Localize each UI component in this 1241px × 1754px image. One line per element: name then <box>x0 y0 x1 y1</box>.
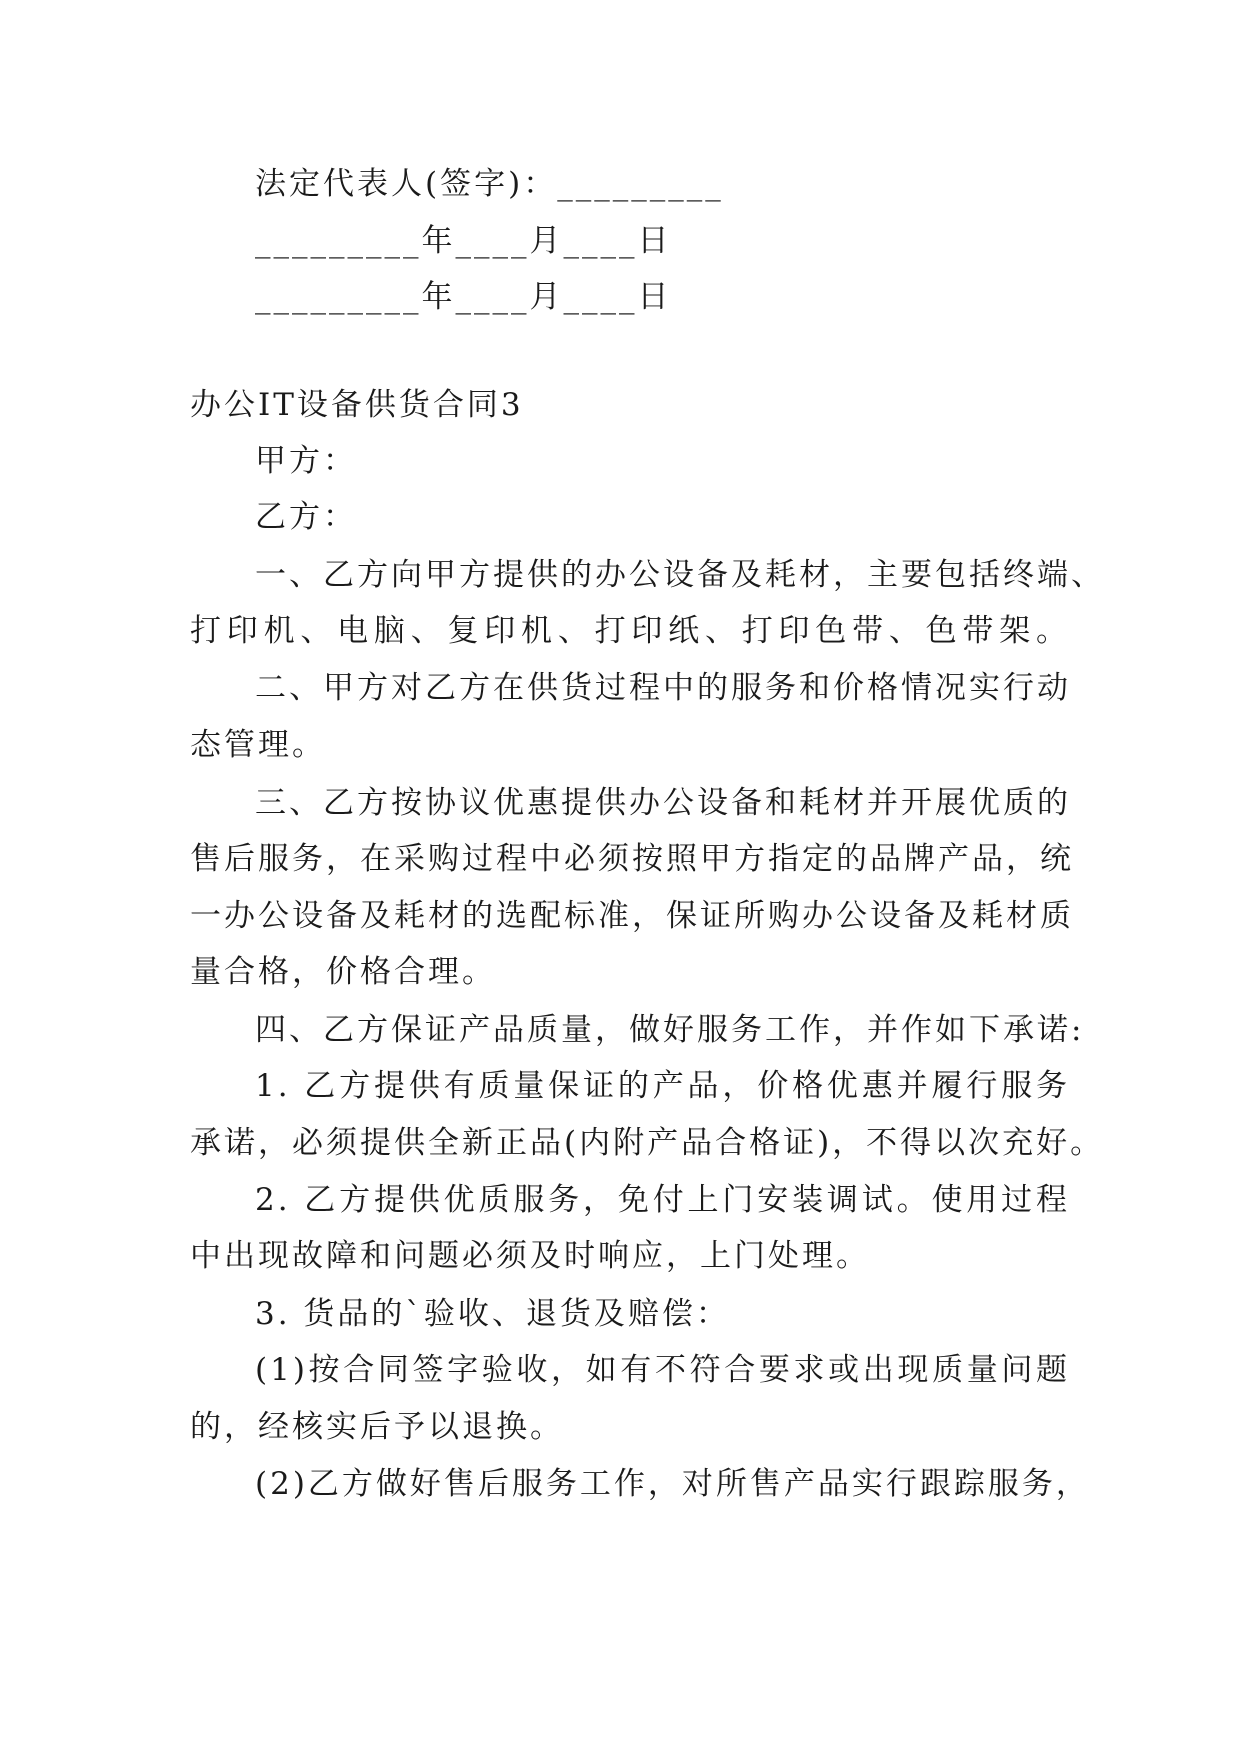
clause-3-line-4: 量合格，价格合理。 <box>190 954 496 990</box>
clause-3-line-2: 售后服务，在采购过程中必须按照甲方指定的品牌产品，统 <box>190 841 1074 877</box>
contract-title: 办公IT设备供货合同3 <box>190 387 524 423</box>
legal-representative-signature-line: 法定代表人(签字)：_________ <box>255 166 724 202</box>
sub-item-1-line-1: (1)按合同签字验收，如有不符合要求或出现质量问题 <box>255 1352 1070 1388</box>
party-b-label: 乙方： <box>255 499 357 535</box>
clause-3-line-1: 三、乙方按协议优惠提供办公设备和耗材并开展优质的 <box>255 785 1071 821</box>
clause-1-line-1: 一、乙方向甲方提供的办公设备及耗材，主要包括终端、 <box>255 557 1105 593</box>
clause-1-line-2: 打印机、电脑、复印机、打印纸、打印色带、色带架。 <box>190 613 1070 649</box>
date-line-first: _________年____月____日 <box>255 223 672 259</box>
clause-4-line-1: 四、乙方保证产品质量，做好服务工作，并作如下承诺: <box>255 1012 1085 1048</box>
party-a-label: 甲方： <box>255 443 357 479</box>
item-2-line-2: 中出现故障和问题必须及时响应，上门处理。 <box>190 1238 870 1274</box>
item-1-line-1: 1. 乙方提供有质量保证的产品，价格优惠并履行服务 <box>255 1068 1070 1104</box>
sub-item-2-line-1: (2)乙方做好售后服务工作，对所售产品实行跟踪服务， <box>255 1466 1090 1502</box>
clause-2-line-2: 态管理。 <box>190 727 326 763</box>
clause-3-line-3: 一办公设备及耗材的选配标准，保证所购办公设备及耗材质 <box>190 898 1074 934</box>
clause-2-line-1: 二、甲方对乙方在供货过程中的服务和价格情况实行动 <box>255 670 1071 706</box>
item-3-heading: 3. 货品的`验收、退货及赔偿： <box>255 1296 730 1332</box>
sub-item-1-line-2: 的，经核实后予以退换。 <box>190 1409 564 1445</box>
date-line-second: _________年____月____日 <box>255 279 672 315</box>
item-2-line-1: 2. 乙方提供优质服务，免付上门安装调试。使用过程 <box>255 1182 1070 1218</box>
item-1-line-2: 承诺，必须提供全新正品(内附产品合格证)，不得以次充好。 <box>190 1125 1105 1161</box>
